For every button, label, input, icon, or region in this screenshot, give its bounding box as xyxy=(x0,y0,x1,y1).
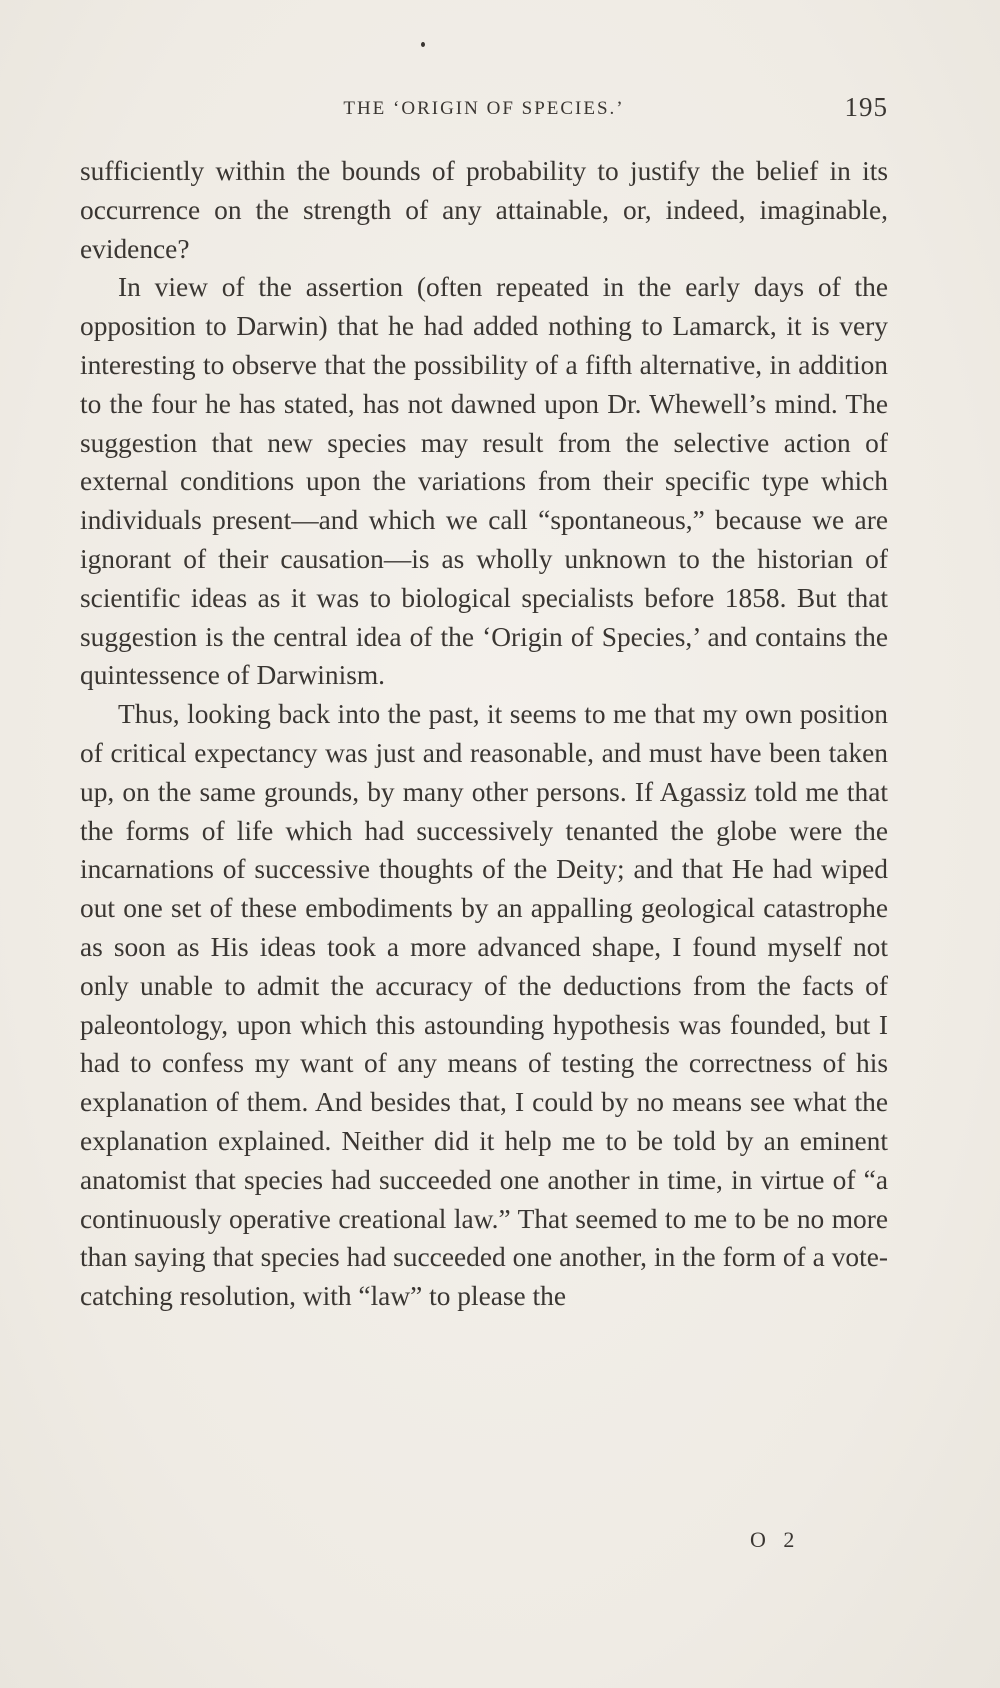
paragraph-lamarck: In view of the assertion (often repeated in the early days of the opposition to Darwin) that he had added nothing to Lamarck, it is very interesting to observe that the possibility of a fifth alternative, in addition to the four he has stated, has not dawned upon Dr. Whewell’s mind. The suggestion that new species may result from the selective action of external conditions upon the variations from their specific type which individuals present—and which we call “spontaneous,” because we are ignorant of their causation—is as wholly unknown to the historian of scientific ideas as it was to biological specialists before 1858. But that suggestion is the central idea of the ‘Origin of Species,’ and contains the quintessence of Darwinism. xyxy=(80,272,888,691)
paragraph-agassiz: Thus, looking back into the past, it seems to me that my own position of critical expectancy was just and reasonable, and must have been taken up, on the same grounds, by many other persons. If Agassiz told me that the forms of life which had successively tenanted the globe were the incarnations of successive thoughts of the Deity; and that He had wiped out one set of these embodiments by an appalling geological catastrophe as soon as His ideas took a more advanced shape, I found myself not only unable to admit the accuracy of the deductions from the facts of paleontology, upon which this astounding hypothesis was founded, but I had to confess my want of any means of testing the correctness of his explanation of them. And besides that, I could by no means see what the explanation explained. Neither did it help me to be told by an eminent anatomist that species had succeeded one another in time, in virtue of “a continuously operative creational law.” That seemed to me to be no more than saying that species had succeeded one another, in the form of a vote-catching resolution, with “law” to please the xyxy=(80,699,888,1312)
body-text xyxy=(80,152,888,1316)
signature-mark: O 2 xyxy=(750,1527,801,1552)
ink-speck xyxy=(421,42,425,47)
running-head xyxy=(80,92,888,128)
paragraph-continued: sufficiently within the bounds of probability to justify the belief in its occurrence on the strength of any attainable, or, indeed, imaginable, evidence? xyxy=(80,156,888,264)
page-number: 195 xyxy=(844,92,888,122)
running-title: THE ‘ORIGIN OF SPECIES.’ xyxy=(343,98,625,119)
